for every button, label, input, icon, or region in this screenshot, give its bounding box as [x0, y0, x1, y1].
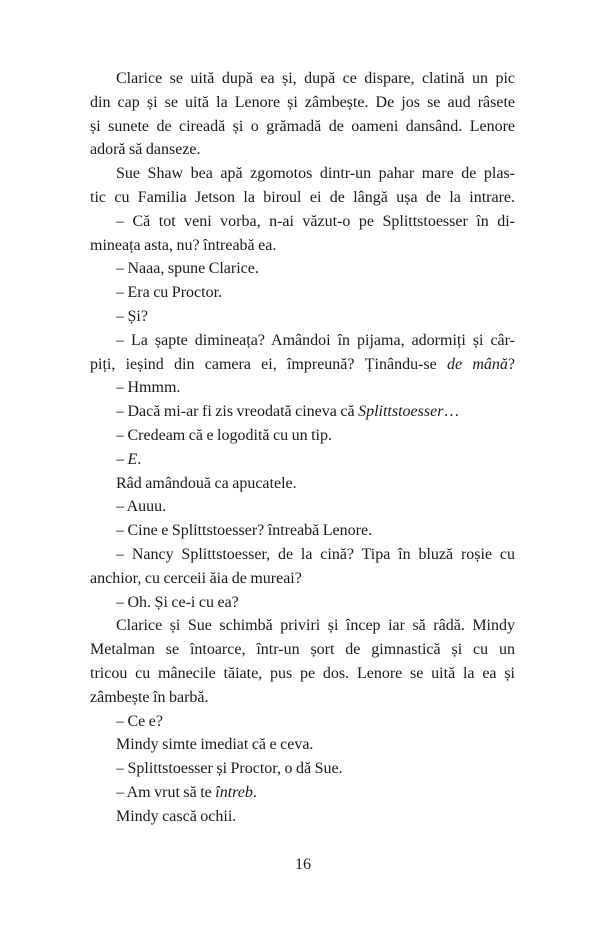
text-segment: . [252, 783, 257, 801]
text-line [90, 567, 515, 591]
text-segment: … [443, 403, 460, 421]
text-line [90, 353, 515, 377]
text-segment-italic: Splittstoesser [358, 403, 444, 421]
text-line [90, 234, 515, 258]
text-line [90, 186, 515, 210]
text-segment: Râd amândouă ca apucatele. [116, 474, 297, 492]
text-segment: – La șapte dimineața? Amândoi în pijama, adormiți și câr- [116, 331, 515, 349]
text-segment: – Dacă mi-ar fi zis vreodată cineva că [116, 403, 359, 421]
text-segment: – Nancy Splittstoesser, de la cină? Tipa în bluză roșie cu [116, 545, 515, 563]
text-line [90, 519, 515, 543]
page-text [90, 67, 515, 829]
text-segment: – Cine e Splittstoesser? întreabă Lenore. [116, 522, 373, 540]
text-segment: . [137, 450, 142, 468]
text-segment-italic: de mână [446, 355, 508, 373]
text-segment: – [116, 450, 128, 468]
text-segment: – Hmmm. [116, 379, 181, 397]
text-segment: Mindy cască ochii. [116, 807, 237, 825]
text-line [90, 257, 515, 281]
text-segment: Mindy simte imediat că e ceva. [116, 736, 314, 754]
text-segment: – Ce e? [116, 712, 163, 730]
text-segment-italic: întreb [215, 783, 253, 801]
page-number: 16 [295, 856, 311, 873]
text-segment: – Că tot veni vorba, n-ai văzut-o pe Splittstoesser în di- [116, 212, 515, 230]
text-segment: ? [507, 355, 515, 373]
text-segment: – Credeam că e logodită cu un tip. [116, 426, 332, 444]
text-segment: – Și? [116, 307, 148, 325]
text-line [90, 91, 515, 115]
text-line [90, 805, 515, 829]
text-line [90, 733, 515, 757]
text-segment: – Naaa, spune Clarice. [116, 260, 259, 278]
text-line [90, 781, 515, 805]
text-segment: piți, ieșind din camera ei, împreună? Ținându-se [90, 355, 447, 373]
text-line [90, 162, 515, 186]
text-line [90, 662, 515, 686]
text-line [90, 448, 515, 472]
text-line [90, 543, 515, 567]
text-line [90, 281, 515, 305]
text-line [90, 591, 515, 615]
text-segment: – Splittstoesser și Proctor, o dă Sue. [116, 760, 343, 778]
text-line [90, 638, 515, 662]
text-line [90, 329, 515, 353]
text-segment: tricou cu mânecile tăiate, pus pe dos. Lenore se uită la ea și [90, 664, 515, 682]
text-segment: adoră să danseze. [90, 141, 201, 159]
text-segment: Clarice se uită după ea și, după ce dispare, clatină un pic [116, 70, 515, 87]
text-line [90, 305, 515, 329]
text-line [90, 210, 515, 234]
text-line [90, 424, 515, 448]
text-line [90, 686, 515, 710]
text-line [90, 67, 515, 91]
text-segment: tic cu Familia Jetson la biroul ei de lângă ușa de la intrare. [90, 188, 515, 206]
text-segment: anchior, cu cerceii ăia de mureai? [90, 569, 302, 587]
text-segment: Sue Shaw bea apă zgomotos dintr-un pahar mare de plas- [116, 165, 515, 183]
text-line [90, 138, 515, 162]
text-segment: – Oh. Și ce-i cu ea? [116, 593, 239, 611]
text-line [90, 115, 515, 139]
text-segment: – Auuu. [116, 498, 167, 516]
text-line [90, 376, 515, 400]
text-segment: Metalman se întoarce, într-un șort de gimnastică și cu un [90, 641, 515, 659]
text-segment-italic: E [127, 450, 138, 468]
text-line [90, 614, 515, 638]
text-line [90, 472, 515, 496]
text-segment: mineața asta, nu? întreabă ea. [90, 236, 277, 254]
text-segment: și sunete de cireadă și o grămadă de oameni dansând. Lenore [90, 117, 515, 135]
text-line [90, 400, 515, 424]
text-segment: din cap și se uită la Lenore și zâmbește. De jos se aud râsete [90, 93, 515, 111]
text-segment: zâmbește în barbă. [90, 688, 209, 706]
text-line [90, 495, 515, 519]
text-segment: Clarice și Sue schimbă priviri și încep iar să râdă. Mindy [116, 617, 515, 635]
text-line [90, 710, 515, 734]
text-line [90, 757, 515, 781]
text-segment: – Era cu Proctor. [116, 284, 223, 302]
text-segment: – Am vrut să te [116, 783, 216, 801]
